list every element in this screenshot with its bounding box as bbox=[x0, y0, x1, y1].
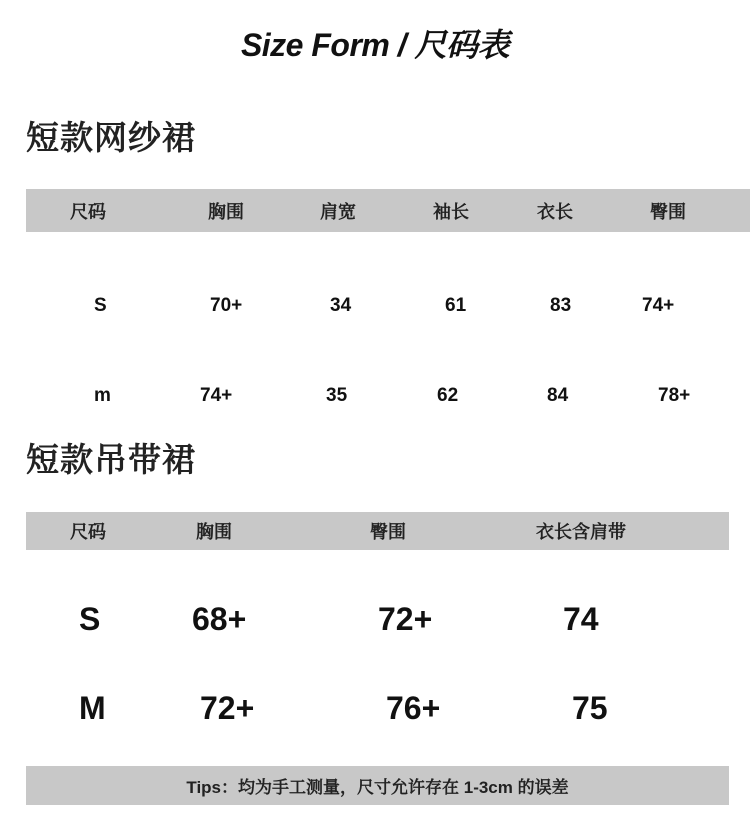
table-cell: 35 bbox=[326, 385, 348, 406]
table-cell: 74 bbox=[563, 601, 599, 637]
page-title: Size Form / 尺码表 bbox=[240, 27, 510, 63]
table-cell: 68+ bbox=[192, 601, 247, 637]
table-cell: 74+ bbox=[642, 295, 675, 316]
table-cell: M bbox=[79, 690, 106, 726]
column-header-bust: 胸围 bbox=[196, 522, 232, 543]
section-heading-slip-dress: 短款吊带裙 bbox=[26, 440, 196, 479]
table-cell: 34 bbox=[330, 295, 352, 316]
column-header-length-with-strap: 衣长含肩带 bbox=[536, 522, 626, 543]
table-cell: 61 bbox=[445, 295, 467, 316]
table-cell: 72+ bbox=[378, 601, 433, 637]
table-cell: S bbox=[94, 295, 107, 316]
column-header-size: 尺码 bbox=[70, 201, 106, 223]
table-cell: 70+ bbox=[210, 295, 243, 316]
table-cell: 76+ bbox=[386, 690, 441, 726]
table-header-slip-dress bbox=[26, 512, 729, 550]
column-header-hip: 臀围 bbox=[370, 522, 406, 543]
column-header-hip: 臀围 bbox=[650, 201, 686, 223]
table-cell: 83 bbox=[550, 295, 572, 316]
table-cell: 75 bbox=[572, 690, 608, 726]
table-cell: m bbox=[94, 385, 111, 406]
column-header-length: 衣长 bbox=[537, 201, 573, 223]
column-header-bust: 胸围 bbox=[208, 201, 244, 223]
table-header-mesh-skirt bbox=[26, 189, 750, 232]
column-header-size: 尺码 bbox=[70, 522, 106, 543]
table-cell: 78+ bbox=[658, 385, 691, 406]
table-cell: 62 bbox=[437, 385, 459, 406]
column-header-shoulder: 肩宽 bbox=[320, 201, 356, 223]
table-cell: 74+ bbox=[200, 385, 233, 406]
tips-note: Tips：均为手工测量，尺寸允许存在 1-3cm 的误差 bbox=[26, 766, 729, 805]
table-cell: S bbox=[79, 601, 101, 637]
table-cell: 84 bbox=[547, 385, 569, 406]
table-cell: 72+ bbox=[200, 690, 255, 726]
column-header-sleeve: 袖长 bbox=[433, 201, 469, 223]
section-heading-mesh-skirt: 短款网纱裙 bbox=[26, 118, 196, 157]
